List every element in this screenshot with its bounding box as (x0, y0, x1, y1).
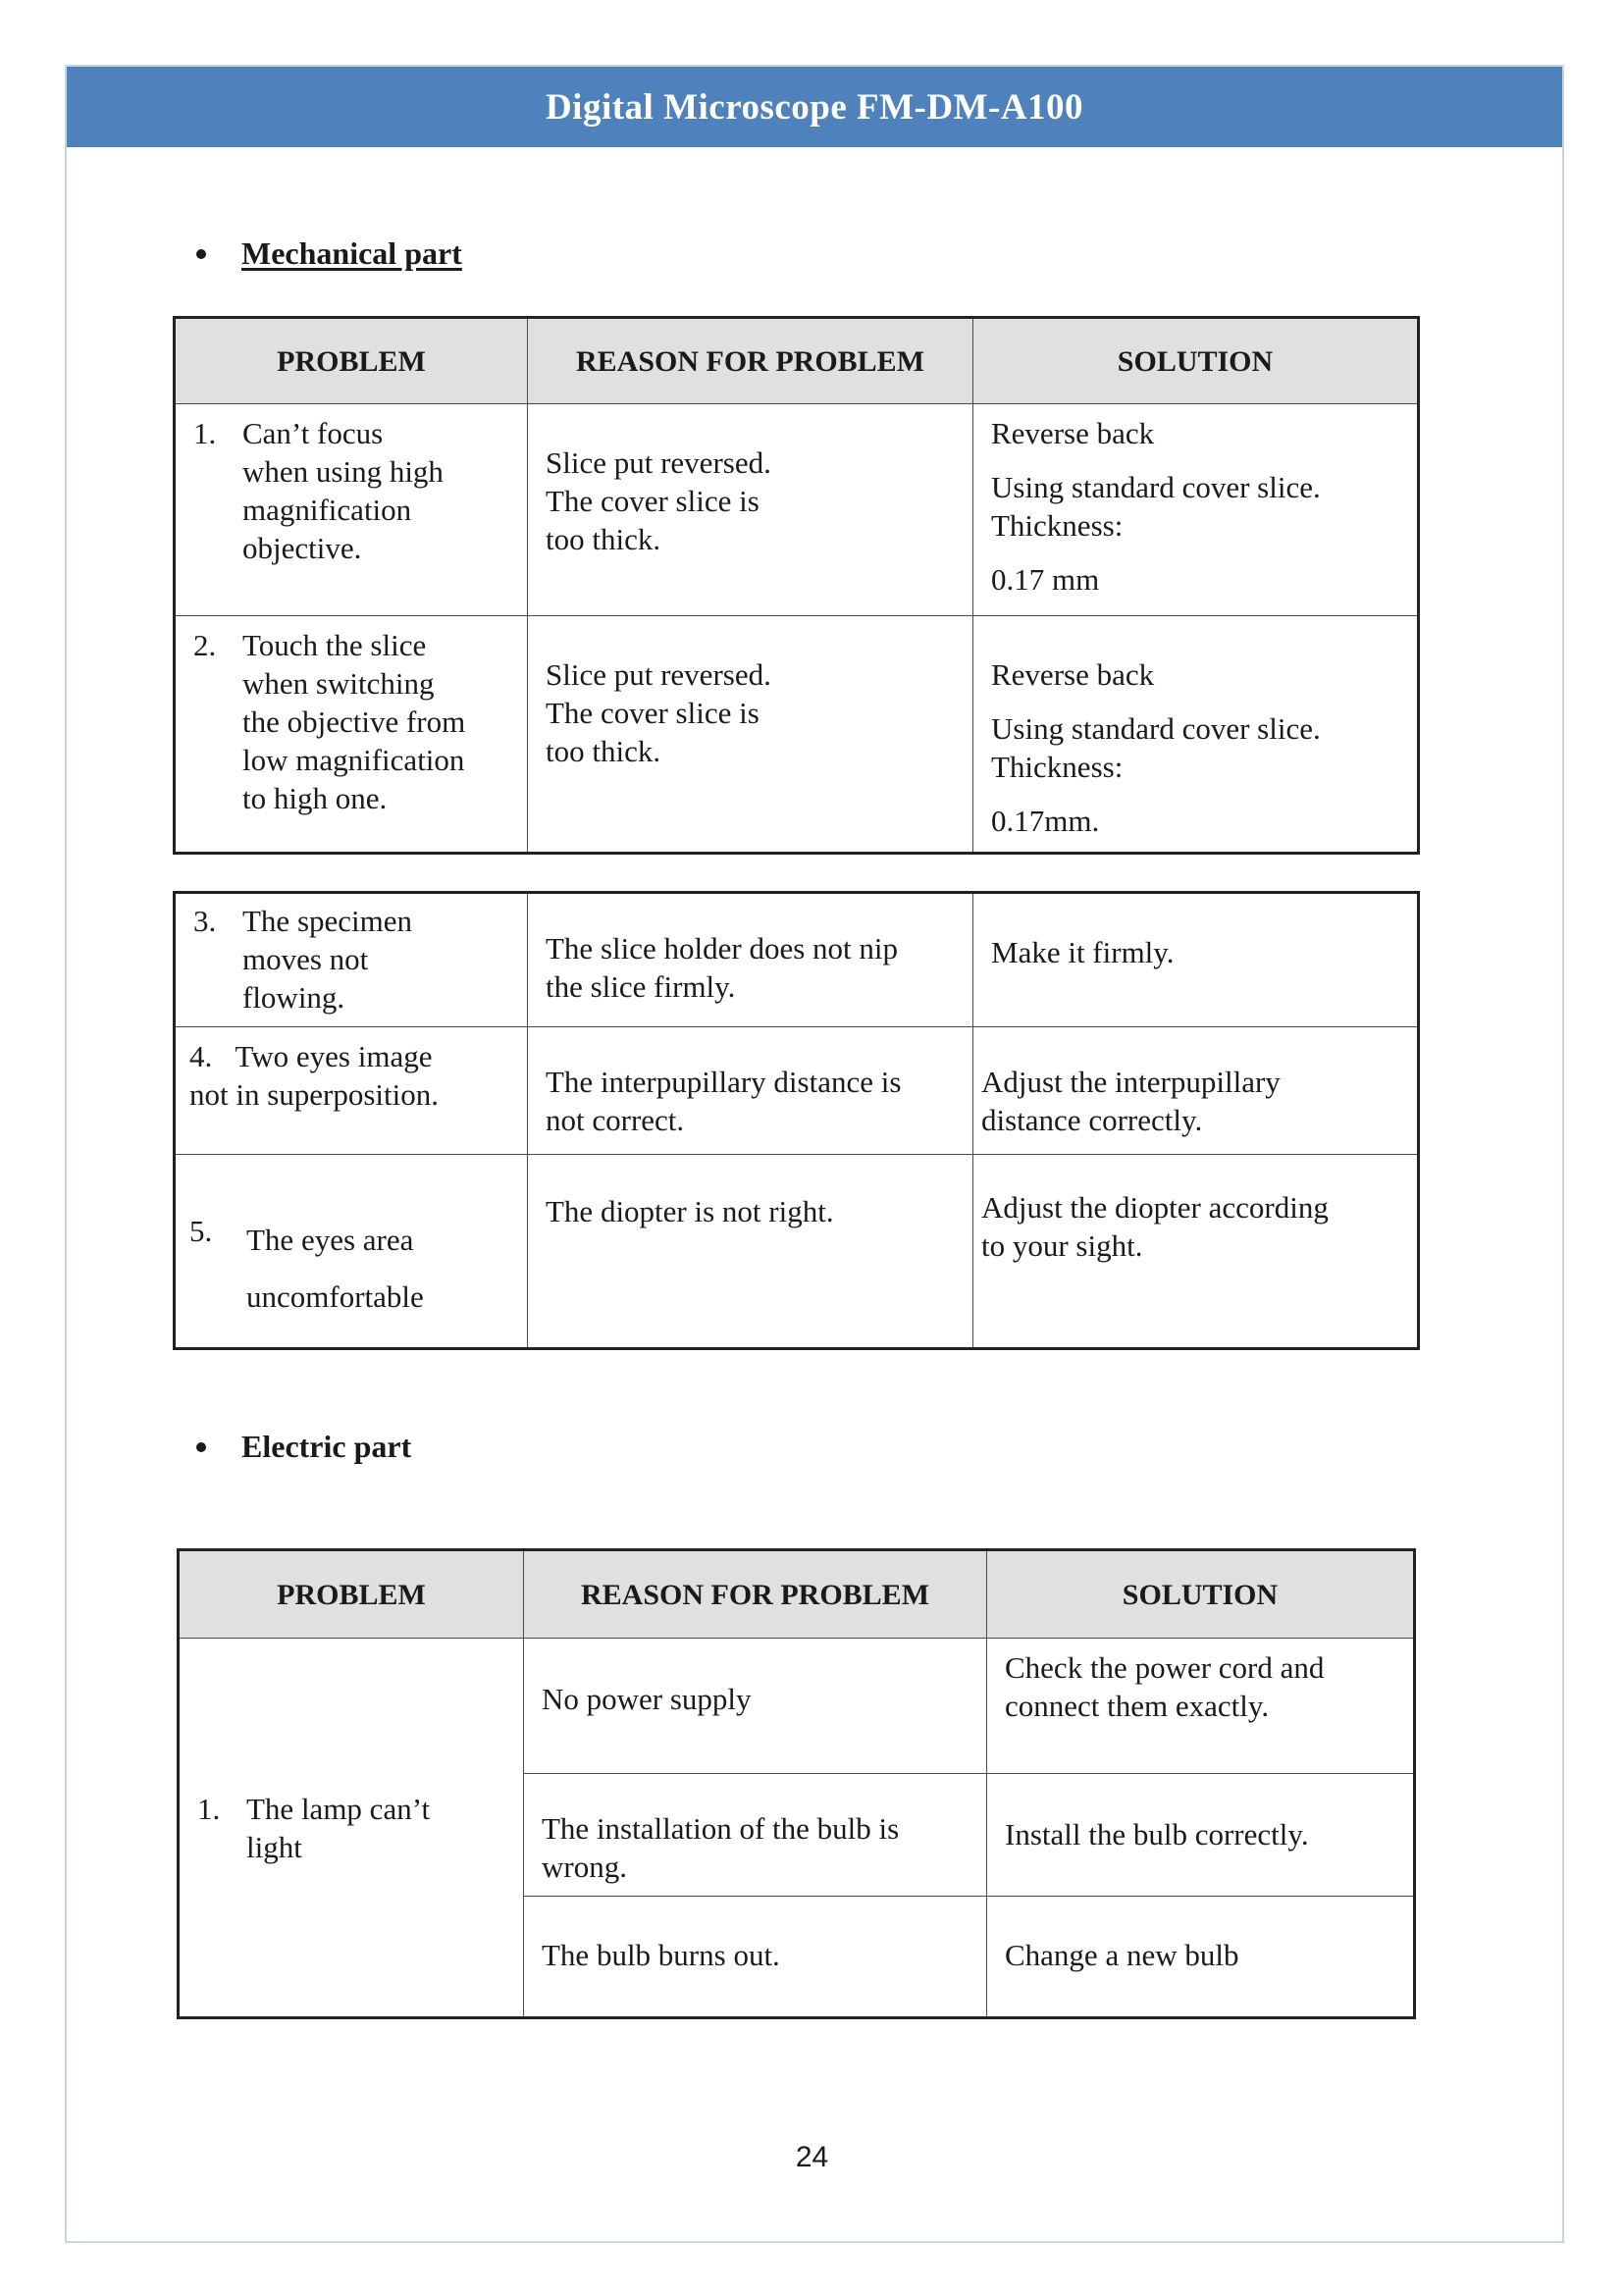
table-row: The bulb burns out. Change a new bulb (179, 1897, 1415, 2018)
table-row: 4. Two eyes image not in superposition. The interpupillary distance is not correct. Adjust the interpupillary distance correctly. (175, 1027, 1419, 1155)
mechanical-section-title: Mechanical part (196, 235, 462, 272)
table-row: 3. The specimen moves not flowing. The slice holder does not nip the slice firmly. Make it firmly. (175, 893, 1419, 1027)
mechanical-table-2 (173, 891, 1420, 1350)
bullet-icon (196, 249, 206, 259)
electric-table (177, 1548, 1416, 2019)
column-header-problem: PROBLEM (179, 1550, 524, 1639)
table-row: The installation of the bulb is wrong. Install the bulb correctly. (179, 1774, 1415, 1897)
column-header-solution: SOLUTION (973, 318, 1419, 404)
table-row: 1. Can’t focus when using high magnification objective. Slice put reversed. The cover slice is too thick. Reverse back Using standard cover slice. Thickness: 0.17 mm (175, 404, 1419, 616)
electric-section-title: Electric part (196, 1429, 411, 1465)
table-row: 5. The eyes area uncomfortable The diopter is not right. Adjust the diopter according to your sight. (175, 1155, 1419, 1349)
column-header-reason: REASON FOR PROBLEM (528, 318, 973, 404)
page-header (67, 67, 1562, 147)
column-header-problem: PROBLEM (175, 318, 528, 404)
table-row: 1. The lamp can’t light No power supply Check the power cord and connect them exactly. (179, 1639, 1415, 1774)
column-header-solution: SOLUTION (987, 1550, 1415, 1639)
column-header-reason: REASON FOR PROBLEM (524, 1550, 987, 1639)
header-title: Digital Microscope FM-DM-A100 (545, 86, 1084, 128)
mechanical-table-1 (173, 316, 1420, 855)
page-number: 24 (795, 2141, 829, 2173)
table-row: 2. Touch the slice when switching the objective from low magnification to high one. Slice put reversed. The cover slice is too thick. Reverse back Using standard cover slice. Thickness: 0.17mm. (175, 616, 1419, 854)
bullet-icon (196, 1442, 206, 1452)
